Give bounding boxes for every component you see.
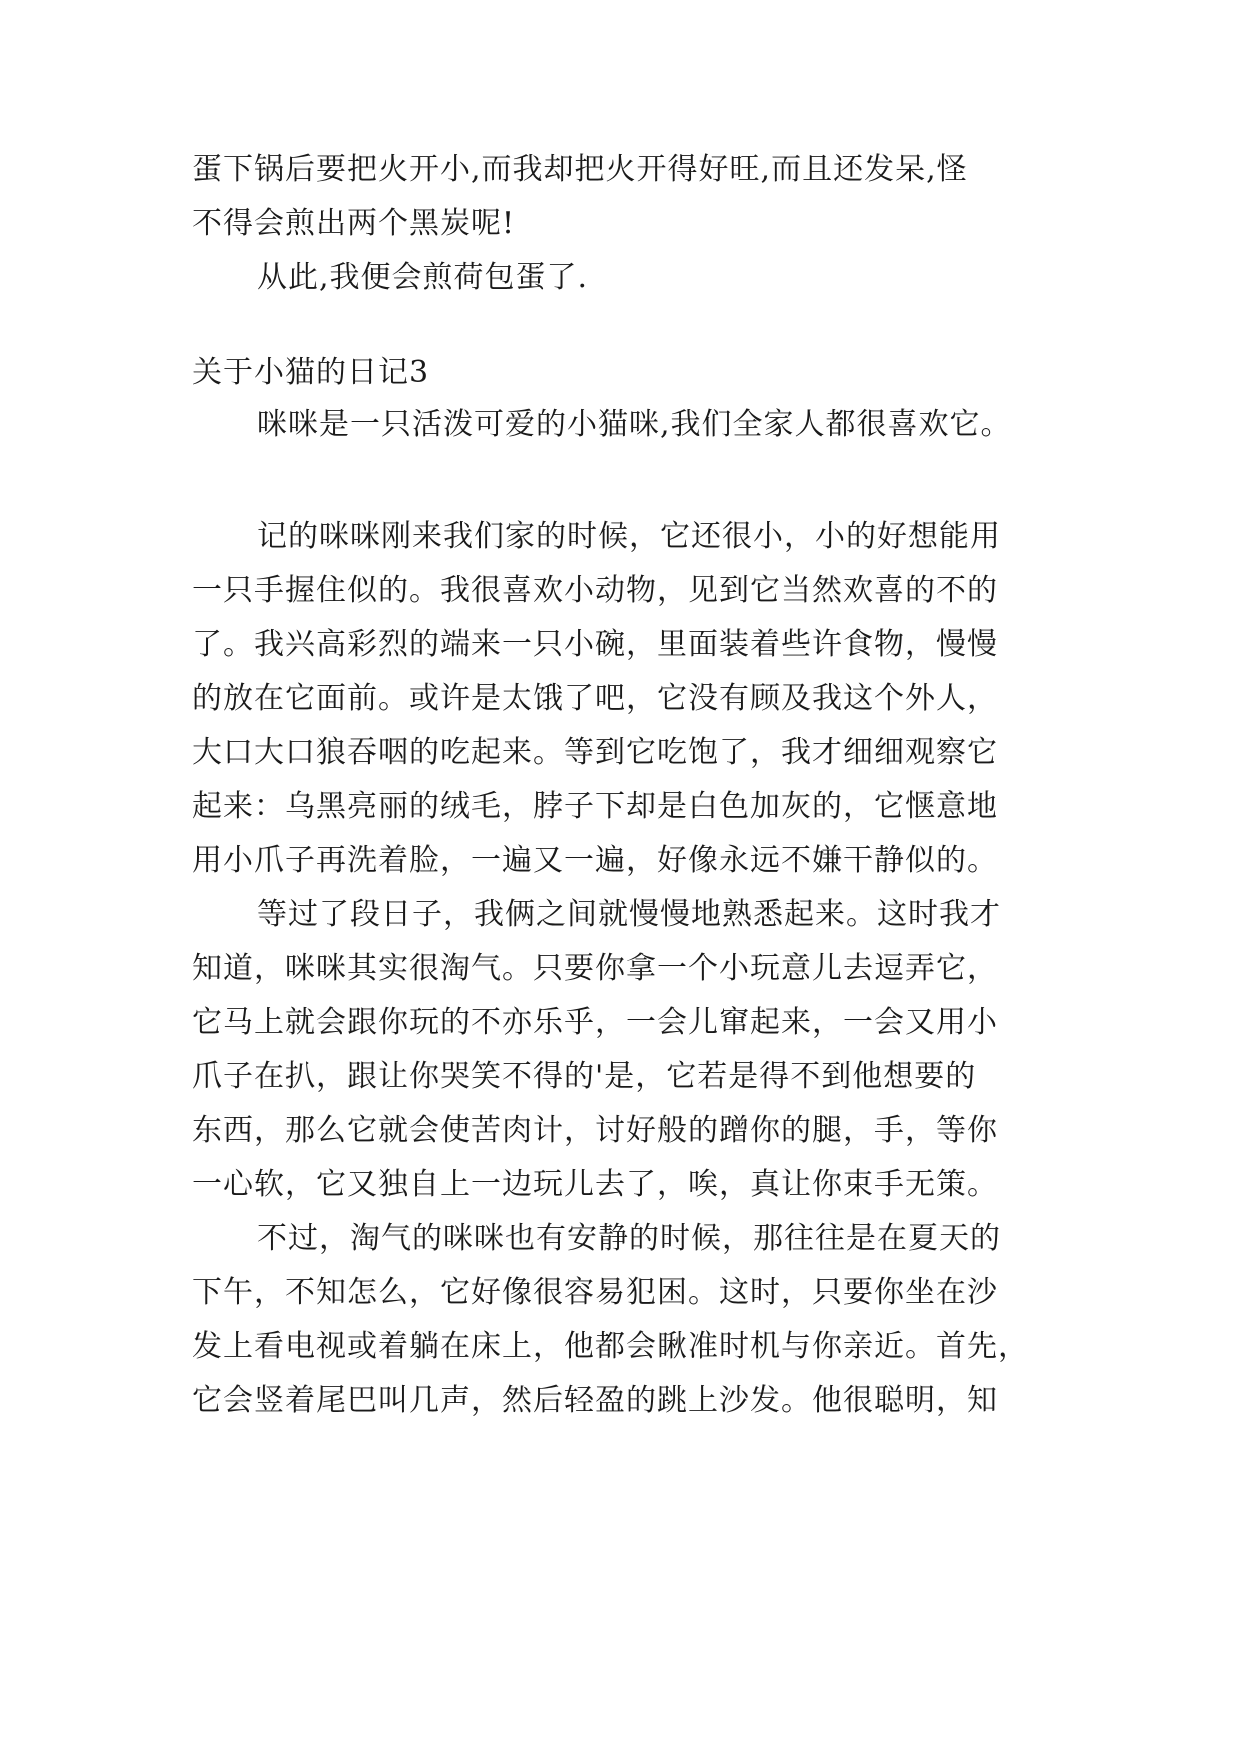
text-line: 爪子在扒，跟让你哭笑不得的'是，它若是得不到他想要的 [192,1059,977,1094]
text-line: 等过了段日子，我俩之间就慢慢地熟悉起来。这时我才 [257,897,1001,932]
text-line: 记的咪咪刚来我们家的时候，它还很小，小的好想能用 [257,519,1001,554]
text-line: 一心软，它又独自上一边玩儿去了，唉，真让你束手无策。 [192,1167,998,1202]
intro-line: 咪咪是一只活泼可爱的小猫咪,我们全家人都很喜欢它。 [257,407,1012,442]
text-line: 它马上就会跟你玩的不亦乐乎，一会儿窜起来，一会又用小 [192,1005,998,1040]
text-line: 从此,我便会煎荷包蛋了. [257,260,589,295]
text-line: 蛋下锅后要把火开小,而我却把火开得好旺,而且还发呆,怪 [192,152,968,187]
text-line: 不得会煎出两个黑炭呢! [192,206,516,241]
text-line: 大口大口狼吞咽的吃起来。等到它吃饱了，我才细细观察它 [192,735,998,770]
text-line: 它会竖着尾巴叫几声，然后轻盈的跳上沙发。他很聪明，知 [192,1383,998,1418]
text-line: 了。我兴高彩烈的端来一只小碗，里面装着些许食物，慢慢 [192,627,998,662]
text-line: 不过，淘气的咪咪也有安静的时候，那往往是在夏天的 [257,1221,1001,1256]
text-line: 用小爪子再洗着脸，一遍又一遍，好像永远不嫌干静似的。 [192,843,998,878]
text-line: 知道，咪咪其实很淘气。只要你拿一个小玩意儿去逗弄它， [192,951,998,986]
text-line: 起来：乌黑亮丽的绒毛，脖子下却是白色加灰的，它惬意地 [192,789,998,824]
text-line: 一只手握住似的。我很喜欢小动物，见到它当然欢喜的不的 [192,573,998,608]
text-line: 东西，那么它就会使苦肉计，讨好般的蹭你的腿，手，等你 [192,1113,998,1148]
text-line: 下午，不知怎么，它好像很容易犯困。这时，只要你坐在沙 [192,1275,998,1310]
text-line: 的放在它面前。或许是太饿了吧，它没有顾及我这个外人， [192,681,998,716]
text-line: 发上看电视或着躺在床上，他都会瞅准时机与你亲近。首先， [192,1329,1029,1364]
section-title: 关于小猫的日记3 [192,355,430,390]
